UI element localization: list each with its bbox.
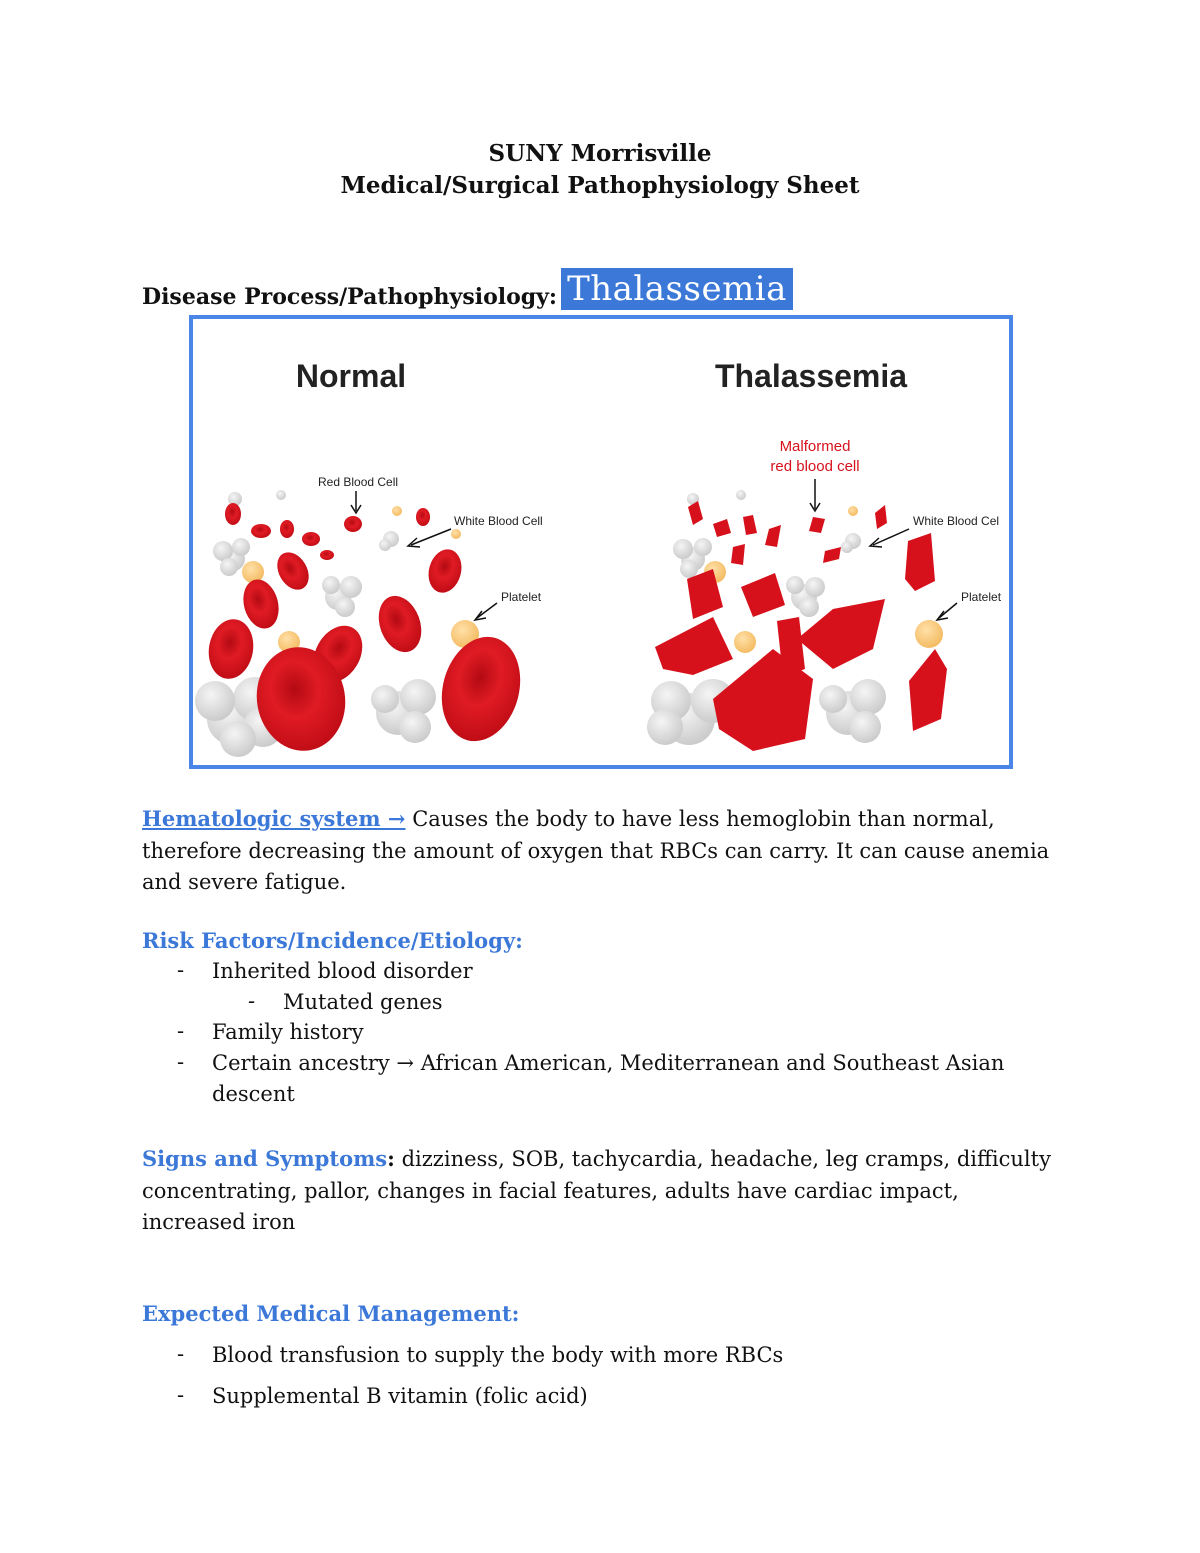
management-item-2: Supplemental B vitamin (folic acid) [212, 1384, 588, 1408]
label-platelet-right: Platelet [961, 590, 1002, 604]
label-platelet-left: Platelet [501, 590, 542, 604]
management-item-1: Blood transfusion to supply the body with more RBCs [212, 1343, 784, 1367]
risk-bullet-2: - [248, 989, 256, 1013]
risk-item-3: Family history [212, 1020, 364, 1044]
doc-title-sheet: Medical/Surgical Pathophysiology Sheet [340, 172, 860, 199]
thalassemia-figure [189, 315, 1013, 769]
doc-title-school: SUNY Morrisville [488, 140, 712, 167]
signs-paragraph [142, 1143, 1072, 1239]
figure-title-normal: Normal [295, 358, 407, 394]
risk-bullet-1: - [177, 958, 185, 982]
risk-item-4: Certain ancestry → African American, Mediterranean and Southeast Asian [212, 1051, 1005, 1075]
blood-cell-illustration [193, 319, 1009, 765]
disease-label: Disease Process/Pathophysiology: [142, 284, 558, 310]
signs-colon: : [387, 1146, 395, 1171]
arrow-wbc-left [411, 529, 451, 545]
risk-item-4-cont: descent [212, 1082, 295, 1106]
hematologic-paragraph [142, 803, 1072, 899]
management-bullet-1: - [177, 1342, 185, 1366]
signs-text-1: dizziness, SOB, tachycardia, headache, leg cramps, difficulty [394, 1147, 1051, 1171]
arrow-wbc-right [873, 529, 909, 545]
signs-text-2: concentrating, pallor, [142, 1178, 378, 1203]
management-heading: Expected Medical Management: [142, 1301, 520, 1326]
label-white-blood-cell-left: White Blood Cell [454, 514, 543, 528]
hematologic-text: Causes the body to have less hemoglobin than normal, therefore decreasing the amount of oxygen that RBCs can carry. It can cause anemia and severe fatigue. [142, 807, 1050, 894]
disease-line [142, 268, 793, 310]
hematologic-heading: Hematologic system → [142, 806, 406, 831]
thalassemia-panel [647, 438, 1002, 751]
risk-heading: Risk Factors/Incidence/Etiology: [142, 928, 523, 953]
risk-bullet-4: - [177, 1050, 185, 1074]
figure-title-thalassemia: Thalassemia [714, 358, 908, 394]
risk-item-2: Mutated genes [283, 990, 443, 1014]
label-white-blood-cell-right: White Blood Cel [913, 514, 1000, 528]
signs-heading: Signs and Symptoms [142, 1146, 388, 1171]
signs-text-3: changes in facial features, adults have cardiac impact, [377, 1178, 959, 1203]
risk-item-1: Inherited blood disorder [212, 959, 473, 983]
label-malformed-line1: Malformed [779, 438, 851, 455]
signs-text-4: increased iron [142, 1210, 296, 1234]
arrow-platelet-right [939, 603, 957, 618]
disease-name-highlight: Thalassemia [561, 268, 793, 310]
management-bullet-2: - [177, 1383, 185, 1407]
label-red-blood-cell: Red Blood Cell [318, 475, 399, 489]
label-malformed-line2: red blood cell [770, 458, 860, 475]
risk-bullet-3: - [177, 1019, 185, 1043]
normal-panel [195, 475, 543, 758]
arrow-platelet-left [477, 603, 497, 618]
